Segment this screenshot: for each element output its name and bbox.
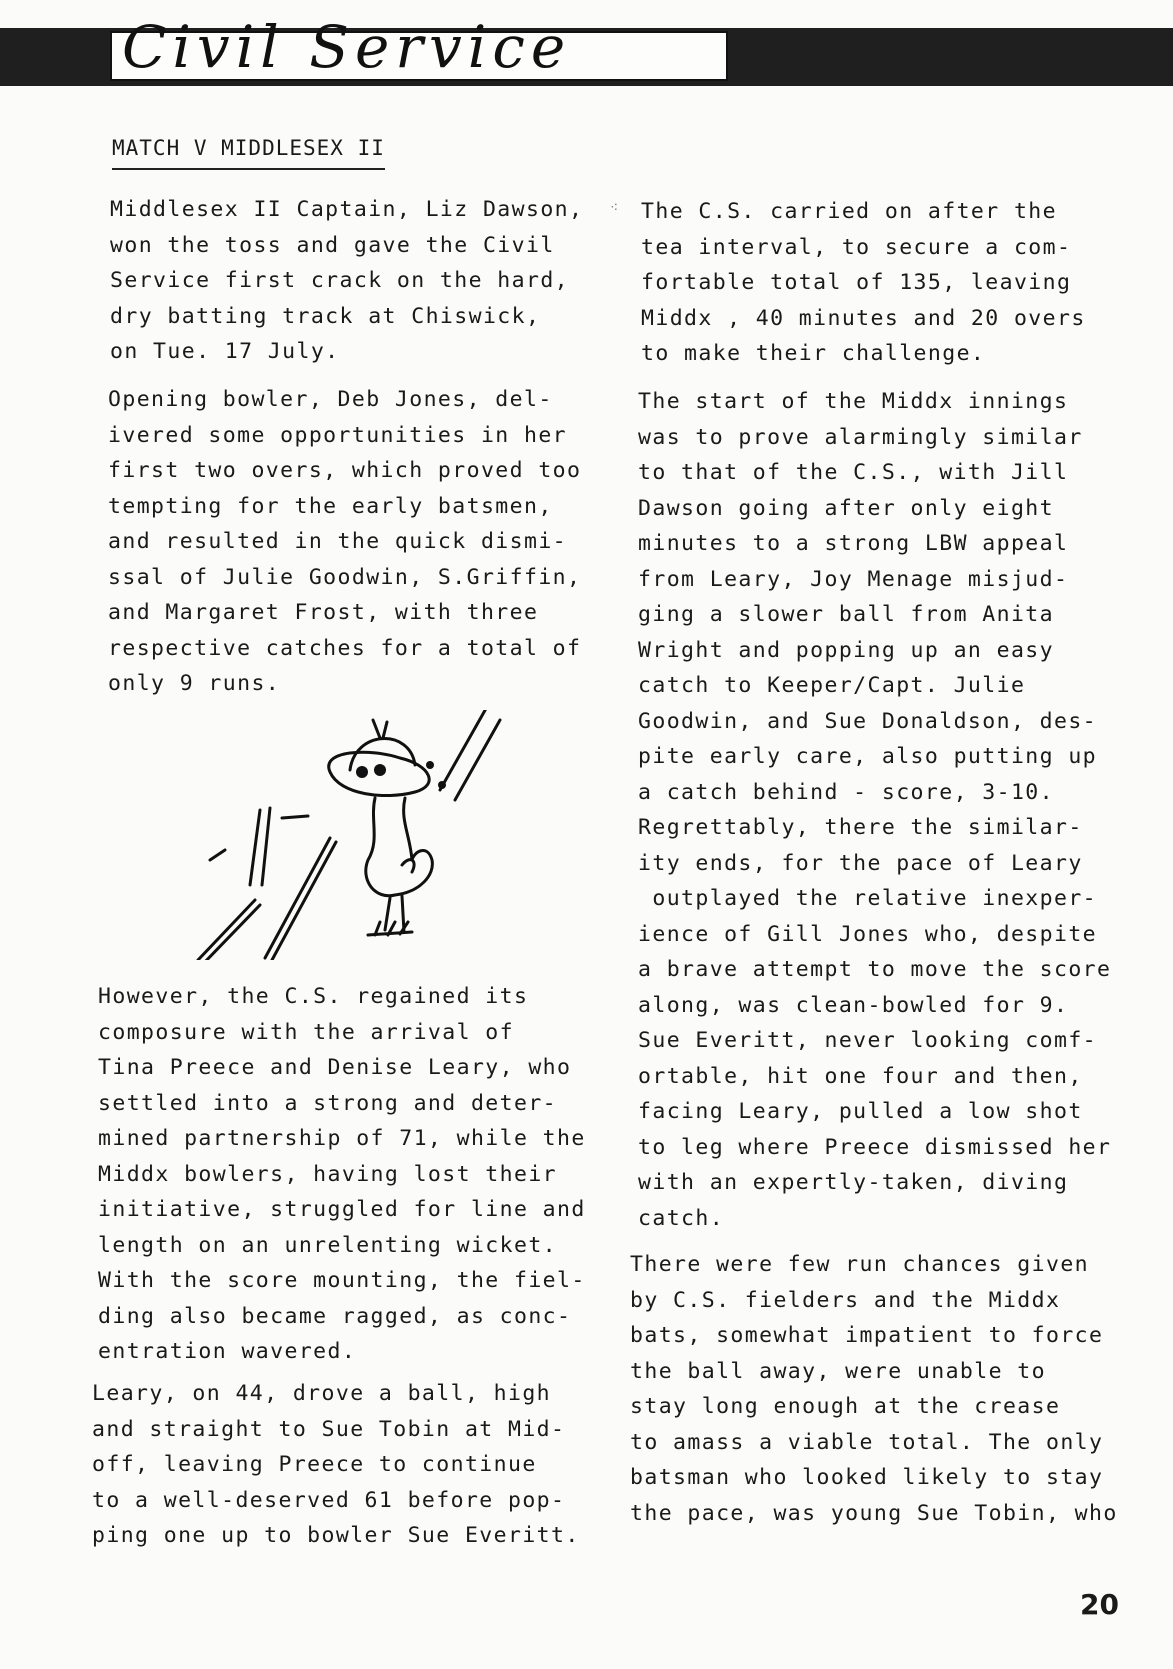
duck-wing — [402, 860, 414, 872]
duck-tuft — [373, 720, 387, 738]
margin-mark: ⁖ — [610, 200, 619, 216]
bail-top — [282, 816, 308, 818]
duck-body — [366, 798, 433, 896]
left-paragraph-1: Middlesex II Captain, Liz Dawson, won the toss and gave the Civil Service first crack on the hard, dry batting track at Chiswick, on Tue. 17 July. — [110, 197, 584, 364]
motion-dot-2 — [438, 781, 446, 789]
fallen-stump-2 — [265, 838, 336, 960]
fallen-stump-1 — [198, 900, 260, 960]
motion-dot-1 — [426, 761, 434, 769]
page-title: Civil Service — [122, 13, 572, 81]
duck-legs — [385, 896, 404, 932]
stump-left — [250, 808, 270, 885]
right-paragraph-3: There were few run chances given by C.S. fielders and the Middx bats, somewhat impatient to force the ball away, were unable to stay long enough at the crease to amass a viable total. The only batsman who looked likely to stay the pace, was young Sue Tobin, who — [630, 1252, 1118, 1526]
left-paragraph-4: Leary, on 44, drove a ball, high and straight to Sue Tobin at Mid- off, leaving Preece to continue to a well-deserved 61 before pop- ping one up to bowler Sue Everitt. — [92, 1381, 580, 1548]
right-paragraph-1: The C.S. carried on after the tea interval, to secure a com- fortable total of 135, leaving Middx , 40 minutes and 20 overs to make their challenge. — [641, 199, 1086, 366]
left-paragraph-2: Opening bowler, Deb Jones, del- ivered some opportunities in her first two overs, which proved too tempting for the early batsmen, and resulted in the quick dismi- ssal of Julie Goodwin, S.Griffin, and Margaret Frost, with three respective catches for a total of only 9 runs. — [108, 387, 582, 696]
page-number: 20 — [1080, 1588, 1119, 1621]
right-paragraph-2: The start of the Middx innings was to prove alarmingly similar to that of the C.S., with Jill Dawson going after only eight minutes to a strong LBW appeal from Leary, Joy Menage misjud- ging a slower ball from Anita Wright and popping up an easy catch to Keeper/Capt. Julie Goodwin, and Sue Donaldson, des- pite early care, also putting up a catch behind - score, 3-10. Regrettably, there the similar- ity ends, for the pace of Leary outplayed the relative inexper- ience of Gill Jones who, despite a brave attempt to move the score along, was clean-bowled for 9. Sue Everitt, never looking comf- ortable, hit one four and then, facing Leary, pulled a low shot to leg where Preece dismissed her with an expertly-taken, diving catch. — [638, 389, 1112, 1231]
left-paragraph-3: However, the C.S. regained its composure with the arrival of Tina Preece and Denise Leary, who settled into a strong and deter- mined partnership of 71, while the Middx bowlers, having lost their initiative, struggled for line and length on an unrelenting wicket. With the score mounting, the fiel- ding also became ragged, as conc- entration wavered. — [98, 984, 586, 1364]
bail-left — [210, 850, 225, 860]
duck-cartoon-illustration — [190, 710, 550, 960]
duck-eye-right — [374, 764, 386, 776]
motion-lines — [440, 710, 500, 800]
article-heading: MATCH V MIDDLESEX II — [112, 136, 385, 170]
duck-eye-left — [356, 766, 368, 778]
duck-feet — [368, 922, 412, 935]
